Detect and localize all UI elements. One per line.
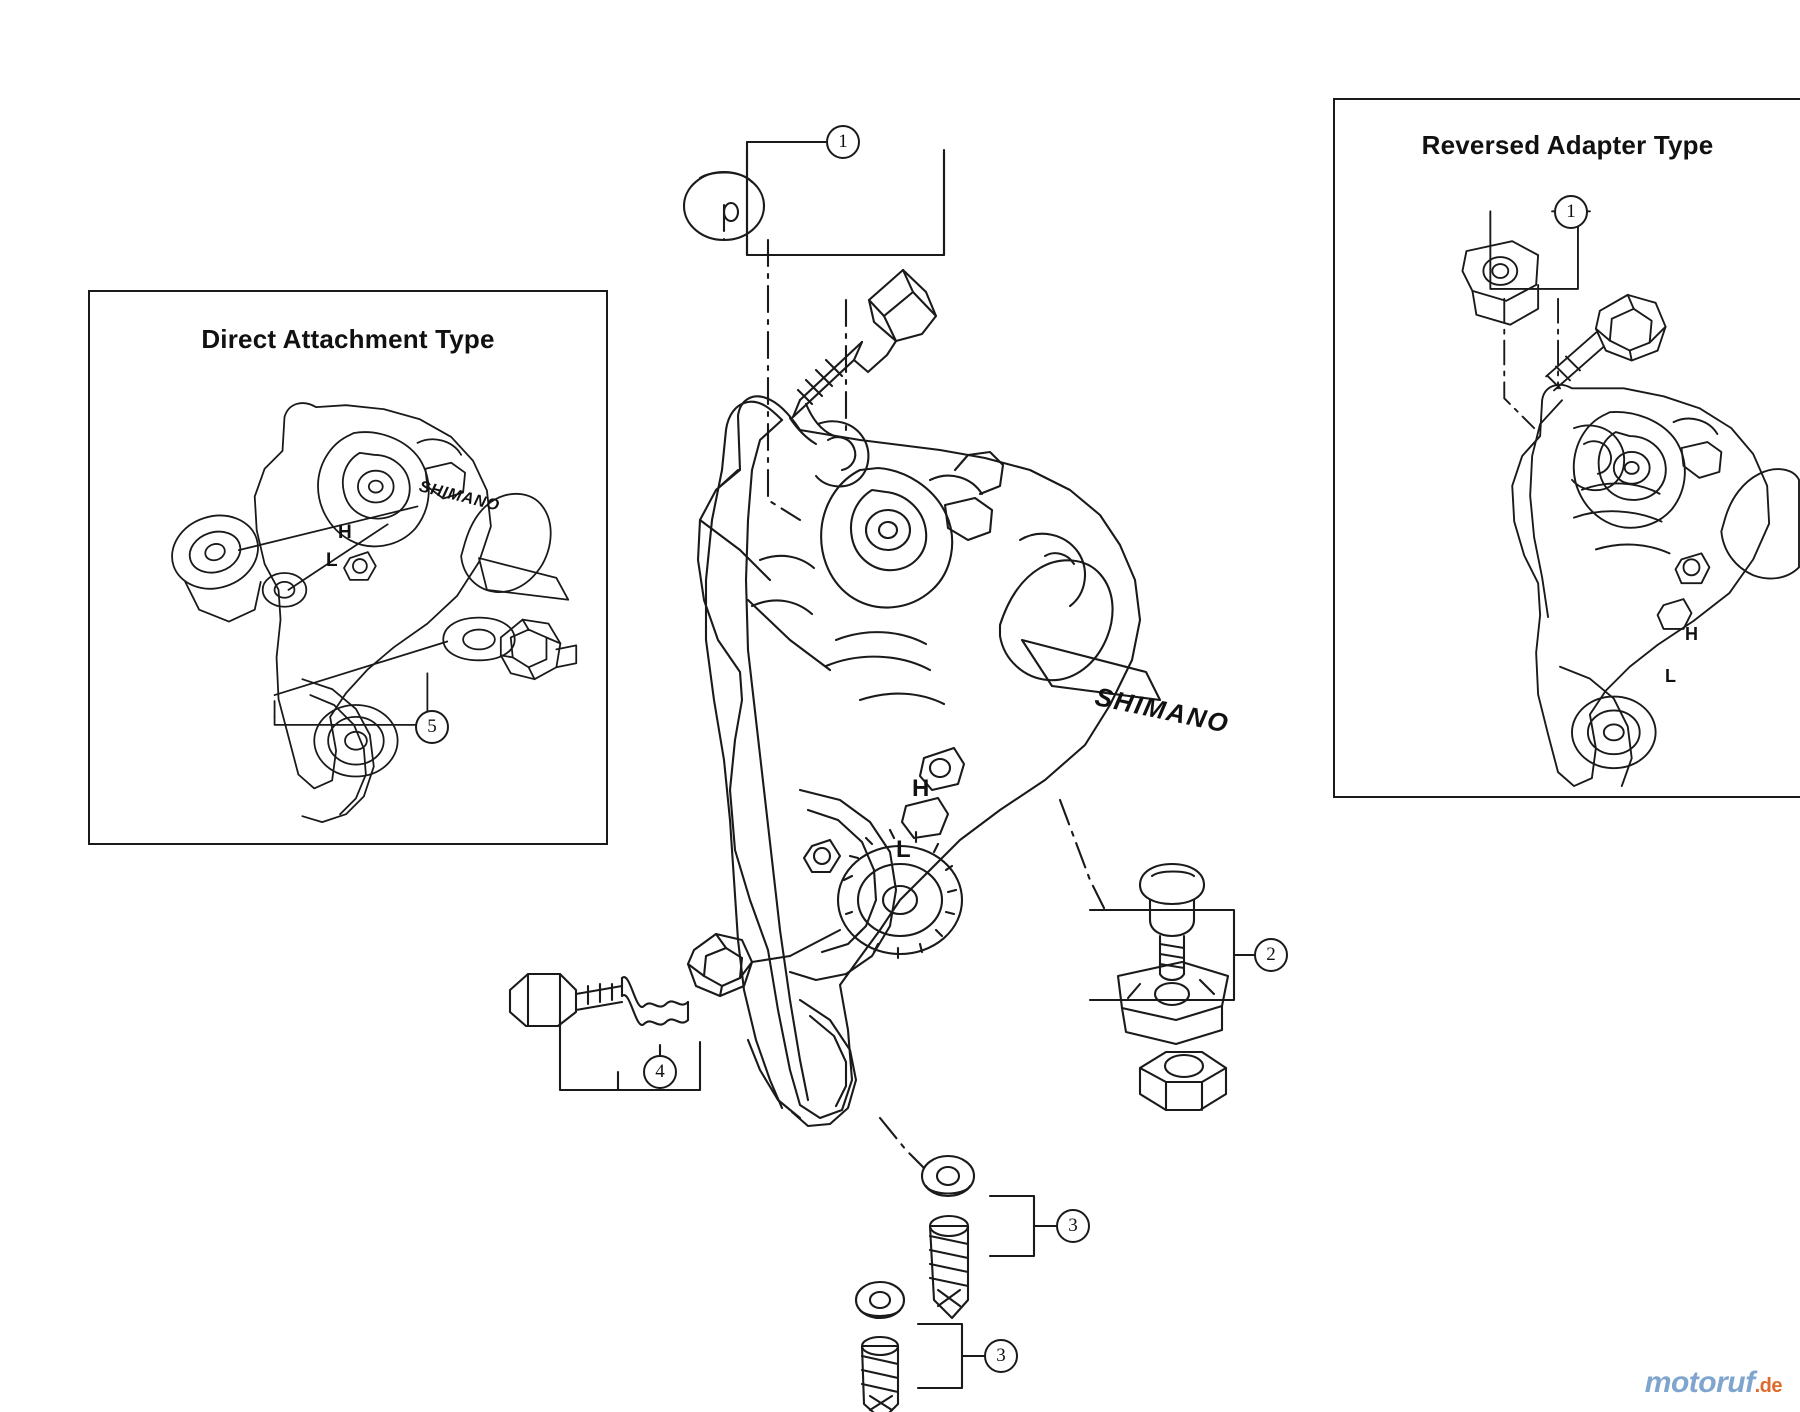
callout-1-reversed: 1 <box>1554 195 1588 229</box>
watermark <box>1645 1366 1782 1400</box>
callout-5: 5 <box>415 710 449 744</box>
shimano-logo-direct: SHIMANO <box>417 478 502 515</box>
callout-4-main: 4 <box>643 1055 677 1089</box>
limit-screw-label-l-reversed: L <box>1665 666 1676 686</box>
panel-direct-title: Direct Attachment Type <box>201 324 495 354</box>
callout-1-main: 1 <box>826 125 860 159</box>
shimano-logo-main: SHIMANO <box>1092 681 1233 739</box>
panel-reversed-title: Reversed Adapter Type <box>1421 130 1714 160</box>
callout-3-upper: 3 <box>1056 1209 1090 1243</box>
watermark-suffix: .de <box>1754 1375 1782 1397</box>
panel-direct-attachment <box>88 290 608 845</box>
limit-screw-label-h: H <box>338 522 352 543</box>
callout-3-lower: 3 <box>984 1339 1018 1373</box>
panel-reversed-adapter <box>1333 98 1800 798</box>
direct-attachment-drawing <box>90 292 606 843</box>
callout-2-main: 2 <box>1254 938 1288 972</box>
limit-screw-label-l: L <box>326 550 338 571</box>
limit-screw-label-l-main: L <box>896 836 911 863</box>
limit-screw-label-h-reversed: H <box>1685 624 1698 644</box>
limit-screw-label-h-main: H <box>912 775 930 802</box>
watermark-name: motoruf <box>1644 1366 1755 1399</box>
